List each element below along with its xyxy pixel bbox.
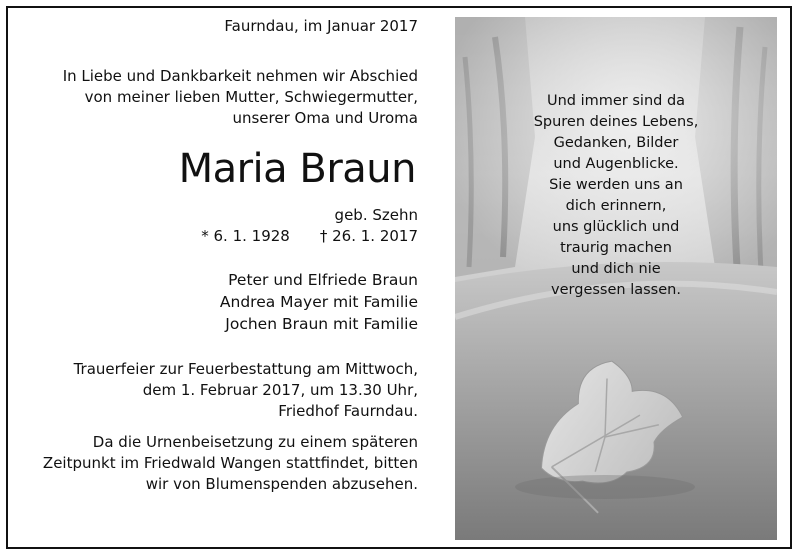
obituary-text-column: [14, 16, 418, 495]
intro-line: unserer Oma und Uroma: [232, 109, 418, 127]
poem-line: und dich nie: [571, 261, 661, 277]
memorial-poem: [455, 91, 777, 301]
notice-line: wir von Blumenspenden abzusehen.: [145, 475, 418, 493]
relative-entry: Peter und Elfriede Braun: [228, 271, 418, 289]
maiden-name: geb. Szehn: [334, 206, 418, 224]
poem-line: Spuren deines Lebens,: [533, 114, 699, 130]
poem-line: und Augenblicke.: [553, 156, 679, 172]
relative-entry: Andrea Mayer mit Familie: [219, 293, 418, 311]
service-line: dem 1. Februar 2017, um 13.30 Uhr,: [142, 381, 418, 399]
funeral-service-info: [14, 359, 418, 422]
service-line: Trauerfeier zur Feuerbestattung am Mittwoch,: [73, 360, 418, 378]
intro-line: In Liebe und Dankbarkeit nehmen wir Abschied: [62, 67, 418, 85]
life-dates: [14, 225, 418, 247]
deceased-name: Maria Braun: [178, 146, 416, 192]
place-date: Faurndau, im Januar 2017: [224, 17, 418, 35]
service-line: Friedhof Faurndau.: [278, 402, 418, 420]
intro-line: von meiner lieben Mutter, Schwiegermutter,: [84, 88, 418, 106]
intro-text: [14, 66, 418, 129]
poem-line: Sie werden uns an: [549, 177, 683, 193]
flower-notice: [14, 432, 418, 495]
poem-line: Und immer sind da: [546, 93, 686, 109]
poem-line: dich erinnern,: [565, 198, 667, 214]
memorial-photo: [455, 17, 777, 540]
relative-entry: Jochen Braun mit Familie: [225, 315, 418, 333]
relatives-list: [14, 269, 418, 335]
birth-date: * 6. 1. 1928: [201, 227, 290, 245]
poem-line: Gedanken, Bilder: [553, 135, 679, 151]
poem-line: vergessen lassen.: [551, 282, 681, 298]
poem-line: uns glücklich und: [552, 219, 680, 235]
poem-line: traurig machen: [560, 240, 672, 256]
death-date: † 26. 1. 2017: [319, 227, 418, 245]
notice-line: Zeitpunkt im Friedwald Wangen stattfindet, bitten: [42, 454, 418, 472]
notice-line: Da die Urnenbeisetzung zu einem späteren: [92, 433, 418, 451]
